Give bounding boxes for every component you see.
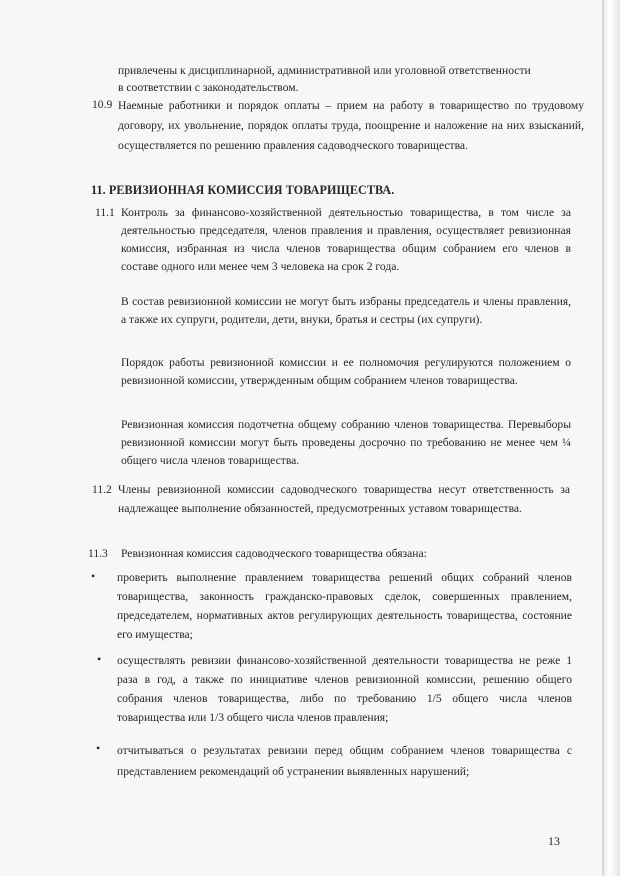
bullet-dot-2: • (97, 652, 102, 666)
bullet-text-2: осуществлять ревизии финансово-хозяйственной деятельности товарищества не реже 1 раза в год, а также по инициативе членов ревизионной комиссии, решению общего собрания членов товарищества, либо по требованию 1/5 общего числа членов товарищества или 1/3 общего числа членов правления; (117, 654, 572, 724)
bullet-text-1: проверить выполнение правлением товарищества решений общих собраний членов товарищества, законность гражданско-правовых сделок, совершенных правлением, председателем, нормативных актов регулирующих деятельность товарищества, состояние его имущества; (117, 571, 572, 641)
bullet-text-3: отчитываться о результатах ревизии перед общим собранием членов товарищества с представлением рекомендаций об устранении выявленных нарушений; (117, 744, 572, 778)
item-11-1-number: 11.1 (95, 206, 115, 219)
item-11-1-text-3: Порядок работы ревизионной комиссии и ее полномочия регулируются положением о ревизионной комиссии, утвержденным общим собранием членов товарищества. (121, 356, 571, 387)
page-number: 13 (548, 834, 560, 848)
item-11-1-text-1: Контроль за финансово-хозяйственной деятельностью товарищества, в том числе за деятельностью председателя, членов правления и правления, осуществляет ревизионная комиссия, избранная из числа членов товарищества общим собранием его членов в составе одного или менее чем 3 человека на срок 2 года. (121, 206, 571, 273)
section-11-heading: 11. РЕВИЗИОННАЯ КОМИССИЯ ТОВАРИЩЕСТВА. (91, 183, 395, 197)
item-11-2-number: 11.2 (92, 483, 112, 496)
item-11-1-text-4: Ревизионная комиссия подотчетна общему собранию членов товарищества. Перевыборы ревизионной комиссии могут быть проведены досрочно по требованию не менее чем ¼ общего числа членов товарищества. (121, 418, 571, 467)
item-11-3-text: Ревизионная комиссия садоводческого товарищества обязана: (121, 547, 427, 560)
item-11-2-text: Члены ревизионной комиссии садоводческого товарищества несут ответственность за надлежащее выполнение обязанностей, предусмотренных уставом товарищества. (118, 483, 570, 515)
item-10-9-number: 10.9 (92, 98, 113, 111)
bullet-dot-3: • (96, 741, 101, 755)
item-10-9-text: Наемные работники и порядок оплаты – прием на работу в товарищество по трудовому договору, их увольнение, порядок оплаты труда, поощрение и наложение на них взысканий, осуществляется по решению правления садоводческого товарищества. (118, 99, 584, 152)
bullet-dot-1: • (91, 569, 96, 583)
item-11-3-number: 11.3 (88, 547, 108, 560)
item-11-1-text-2: В состав ревизионной комиссии не могут быть избраны председатель и члены правления, а также их супруги, родители, дети, внуки, братья и сестры (их супруги). (121, 295, 571, 326)
intro-line-2: в соответствии с законодательством. (118, 81, 299, 94)
intro-line-1: привлечены к дисциплинарной, административной или уголовной ответственности (118, 64, 531, 77)
